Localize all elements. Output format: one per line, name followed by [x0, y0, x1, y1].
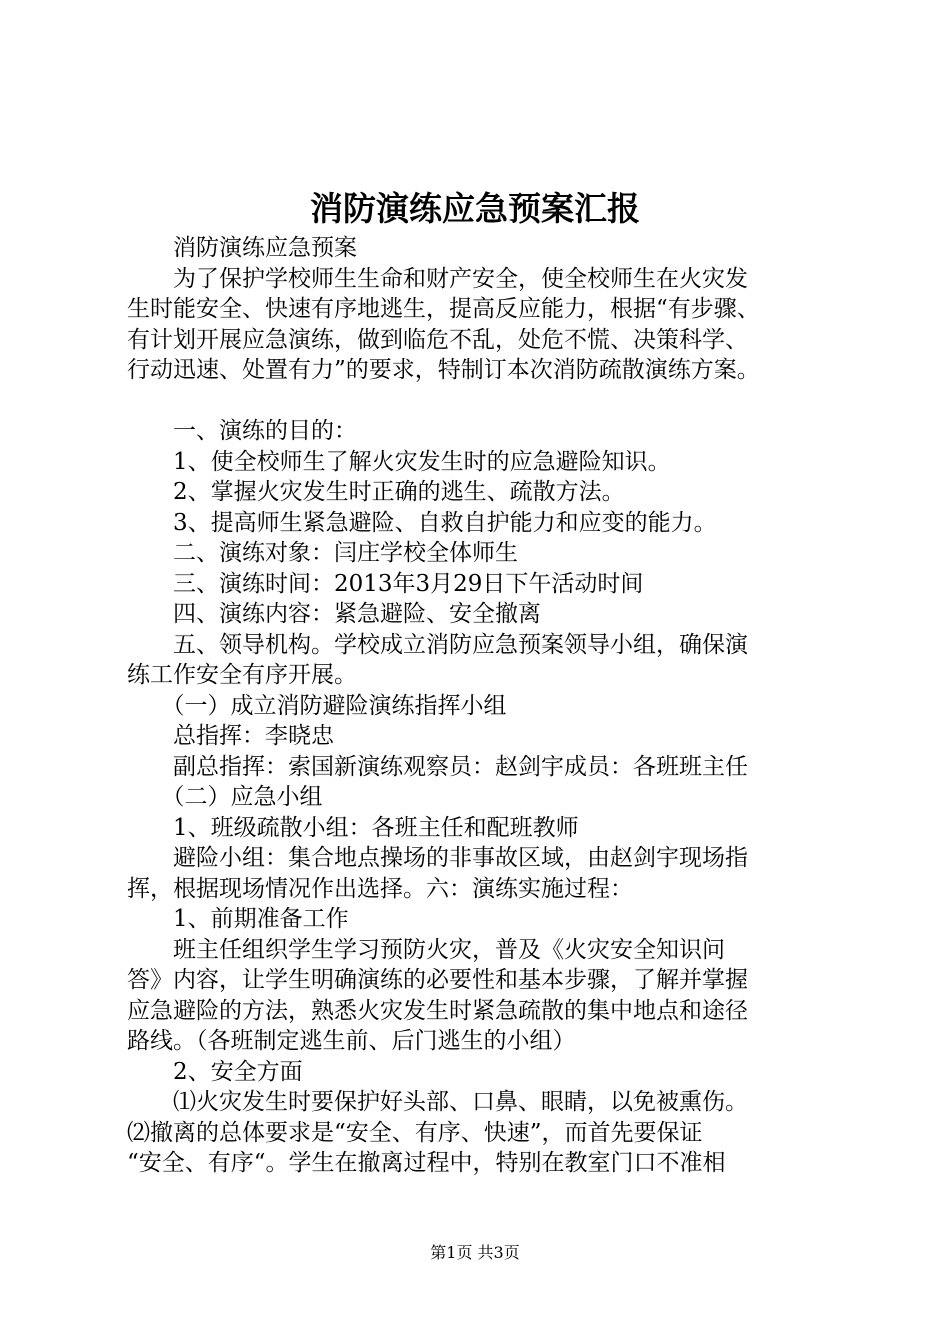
body-line: 路线。（各班制定逃生前、后门逃生的小组）	[127, 1028, 576, 1054]
body-line: 四、演练内容：紧急避险、安全撤离	[127, 601, 541, 627]
body-line: 总指挥：李晓忠	[127, 723, 334, 749]
document-body	[127, 233, 832, 1179]
document-title: 消防演练应急预案汇报	[310, 189, 640, 228]
body-line: ⑵撤离的总体要求是“安全、有序、快速”，而首先要保证	[127, 1119, 703, 1146]
body-line: （一）成立消防避险演练指挥小组	[127, 692, 507, 719]
body-line: 有计划开展应急演练，做到临危不乱，处危不慌、决策科学、	[127, 326, 748, 353]
body-line: 消防演练应急预案	[127, 235, 357, 261]
body-line: 1、班级疏散小组：各班主任和配班教师	[127, 814, 579, 841]
body-line: 避险小组：集合地点操场的非事故区域，由赵剑宇现场指	[127, 845, 748, 871]
body-line: 2、安全方面	[127, 1058, 303, 1085]
body-line: “安全、有序“。学生在撤离过程中，特别在教室门口不准相	[127, 1150, 726, 1176]
body-line: 一、演练的目的：	[127, 418, 357, 444]
body-line: 五、领导机构。学校成立消防应急预案领导小组，确保演	[127, 631, 748, 658]
page-footer: 第1页 共3页	[430, 1243, 520, 1262]
body-line: ⑴火灾发生时要保护好头部、口鼻、眼睛，以免被熏伤。	[127, 1089, 748, 1115]
body-line: 1、前期准备工作	[127, 906, 349, 932]
body-line: 2、掌握火灾发生时正确的逃生、疏散方法。	[127, 479, 625, 505]
body-line: 班主任组织学生学习预防火灾，普及《火灾安全知识问	[127, 936, 725, 963]
body-line: 副总指挥：索国新演练观察员：赵剑宇成员：各班班主任	[127, 753, 748, 780]
body-line: 3、提高师生紧急避险、自救自护能力和应变的能力。	[127, 509, 717, 536]
body-line: 为了保护学校师生生命和财产安全，使全校师生在火灾发	[127, 265, 748, 292]
body-line: 行动迅速、处置有力”的要求，特制订本次消防疏散演练方案。	[127, 357, 760, 383]
body-line: 答》内容，让学生明确演练的必要性和基本步骤，了解并掌握	[127, 967, 748, 993]
blank-line	[127, 386, 832, 417]
body-line: 三、演练时间：2013年3月29日下午活动时间	[127, 570, 644, 597]
body-line: 挥，根据现场情况作出选择。六：演练实施过程：	[127, 875, 633, 902]
body-line: （二）应急小组	[127, 784, 323, 810]
body-line: 二、演练对象：闫庄学校全体师生	[127, 540, 518, 566]
body-line: 练工作安全有序开展。	[127, 662, 357, 688]
body-line: 应急避险的方法，熟悉火灾发生时紧急疏散的集中地点和途径	[127, 997, 748, 1024]
body-line: 生时能安全、快速有序地逃生，提高反应能力，根据“有步骤、	[127, 296, 760, 322]
body-line: 1、使全校师生了解火灾发生时的应急避险知识。	[127, 448, 671, 475]
